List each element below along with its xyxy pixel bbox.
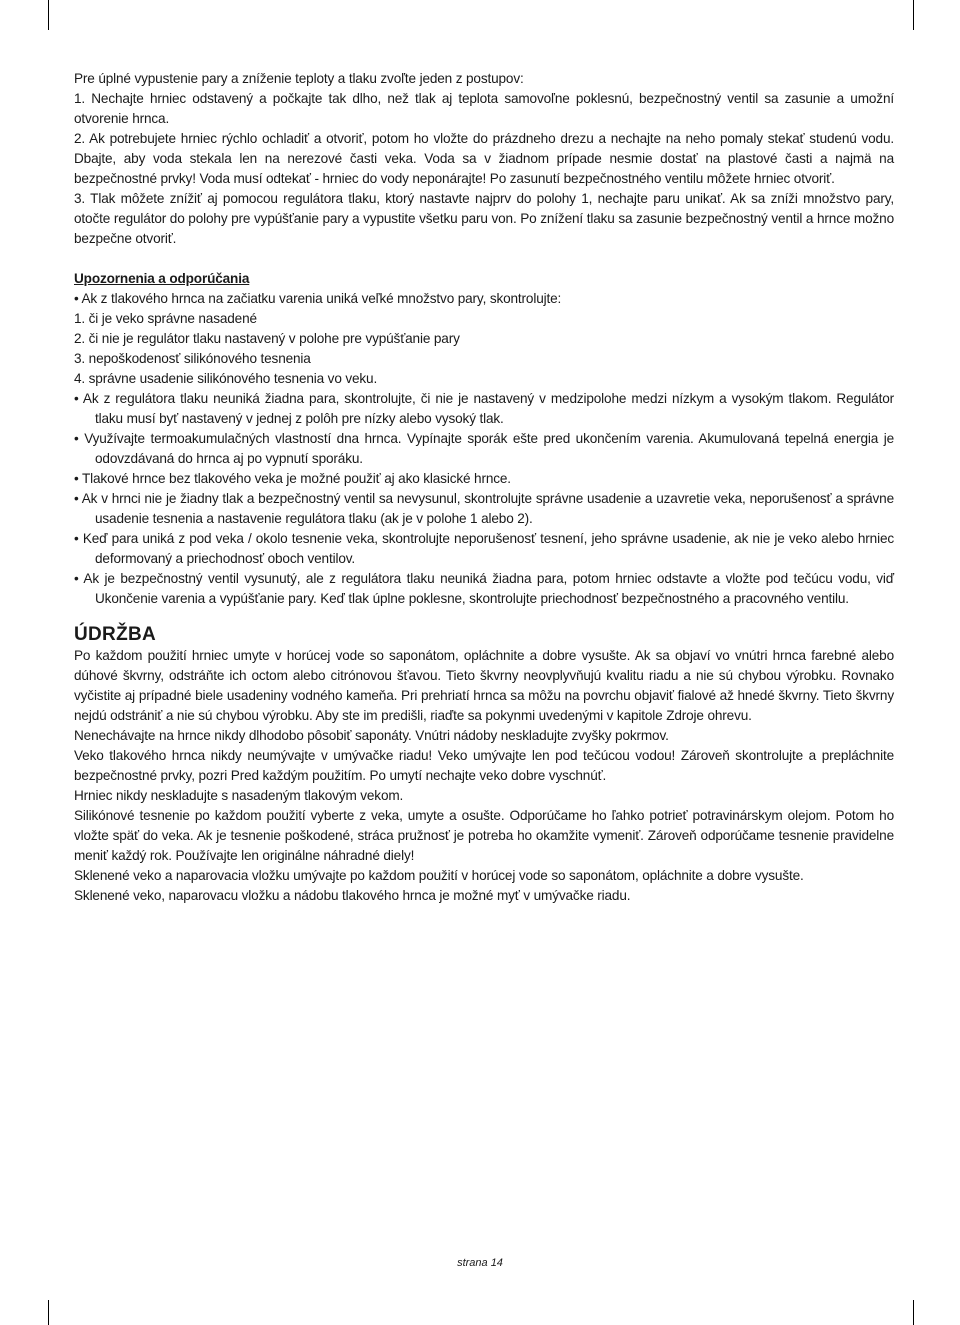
maintenance-paragraph: Veko tlakového hrnca nikdy neumývajte v umývačke riadu! Veko umývajte len pod tečúcou vodou! Zároveň skontrolujte a prepláchnite bezpečnostné prvky, pozri Pred každým použitím. Po umytí nechajte veko dobre vyschnúť.	[74, 748, 894, 783]
maintenance-paragraph: Silikónové tesnenie po každom použití vyberte z veka, umyte a osušte. Odporúčame ho ľahko potrieť potravinárskym olejom. Potom ho vložte späť do veka. Ak je tesnenie poškodené, stráca pružnosť je potreba ho okamžite vymeniť. Zároveň odporúčame tesnenie pravidelne meniť každý rok. Používajte len originálne náhradné diely!	[74, 808, 894, 863]
crop-mark-top-right	[913, 0, 914, 30]
warning-bullet: • Tlakové hrnce bez tlakového veka je možné použiť aj ako klasické hrnce.	[74, 471, 511, 486]
check-item: 3. nepoškodenosť silikónového tesnenia	[74, 351, 311, 366]
maintenance-paragraph: Po každom použití hrniec umyte v horúcej vode so saponátom, opláchnite a dobre vysušte. Ak sa objaví vo vnútri hrnca farebné alebo dúhové škvrny, odstráňte ich octom alebo citrónovou šťavou. Tieto škvrny neovplyvňujú kvalitu riadu a nie sú chybou výrobku. Rovnako vyčistite aj prípadné biele usadeniny vodného kameňa. Pri prehriatí hrnca sa môžu na povrchu objaviť fialové až hnedé škvrny. Tieto škvrny nejdú odstrániť a nie sú chybou výrobku. Aby ste im predišli, riaďte sa pokynmi uvedenými v kapitole Zdroje ohrevu.	[74, 648, 894, 723]
warning-bullet: • Ak z regulátora tlaku neuniká žiadna para, skontrolujte, či nie je nastavený v medzipolohe medzi nízkym a vysokým tlakom. Regulátor tlaku musí byť nastavený v jednej z polôh pre nízky alebo vysoký tlak.	[74, 391, 894, 426]
maintenance-paragraph: Nenechávajte na hrnce nikdy dlhodobo pôsobiť saponáty. Vnútri nádoby neskladujte zvyšky pokrmov.	[74, 728, 669, 743]
crop-mark-top-left	[48, 0, 49, 30]
page-number: strana 14	[457, 1257, 503, 1269]
warning-bullet: • Keď para uniká z pod veka / okolo tesnenie veka, skontrolujte neporušenosť tesnení, jeho správne usadenie, ak nie je veko alebo hrniec deformovaný a priechodnosť oboch ventilov.	[74, 531, 894, 566]
check-list	[74, 309, 894, 389]
check-item: 2. či nie je regulátor tlaku nastavený v polohe pre vypúšťanie pary	[74, 331, 460, 346]
crop-mark-bottom-left	[48, 1300, 49, 1325]
step-item: 2. Ak potrebujete hrniec rýchlo ochladiť a otvoriť, potom ho vložte do prázdneho drezu a nechajte na neho pomaly stekať studenú vodu. Dbajte, aby voda stekala len na nerezové časti veka. Voda sa v žiadnom prípade nesmie dostať na plastové časti a najmä na bezpečnostné prvky! Voda musí odtekať - hrniec do vody neponárajte! Po zasunutí bezpečnostného ventilu môžete hrniec otvoriť.	[74, 131, 894, 186]
warning-bullet: • Využívajte termoakumulačných vlastností dna hrnca. Vypínajte sporák ešte pred ukončením varenia. Akumulovaná tepelná energia je odovzdávaná do hrnca aj po vypnutí sporáku.	[74, 431, 894, 466]
warning-bullet: • Ak je bezpečnostný ventil vysunutý, ale z regulátora tlaku neuniká žiadna para, potom hrniec odstavte a vložte pod tečúcu vodu, viď Ukončenie varenia a vypúšťanie pary. Keď tlak úplne poklesne, skontrolujte priechodnosť bezpečnostného a pracovného ventilu.	[74, 571, 894, 606]
check-item: 1. či je veko správne nasadené	[74, 311, 257, 326]
warning-bullet: • Ak z tlakového hrnca na začiatku varenia uniká veľké množstvo pary, skontrolujte:	[74, 291, 562, 306]
step-item: 1. Nechajte hrniec odstavený a počkajte tak dlho, než tlak aj teplota samovoľne poklesnú, bezpečnostný ventil sa zasunie a umožní otvorenie hrnca.	[74, 91, 894, 126]
warnings-title: Upozornenia a odporúčania	[74, 271, 250, 286]
crop-mark-bottom-right	[913, 1300, 914, 1325]
page-content	[74, 69, 894, 906]
maintenance-text	[74, 646, 894, 906]
pressure-release-steps	[74, 89, 894, 249]
maintenance-title: ÚDRŽBA	[74, 624, 157, 645]
step-item: 3. Tlak môžete znížiť aj pomocou regulátora tlaku, ktorý nastavte najprv do polohy 1, nechajte paru unikať. Ak sa zníži množstvo pary, otočte regulátor do polohy pre vypúšťanie pary a vypustite všetku paru von. Po znížení tlaku sa zasunie bezpečnostný ventil a hrnce možno bezpečne otvoriť.	[74, 191, 894, 246]
warning-bullets	[74, 389, 894, 609]
check-item: 4. správne usadenie silikónového tesnenia vo veku.	[74, 371, 378, 386]
intro-text: Pre úplné vypustenie pary a zníženie teploty a tlaku zvoľte jeden z postupov:	[74, 71, 524, 86]
warning-bullet: • Ak v hrnci nie je žiadny tlak a bezpečnostný ventil sa nevysunul, skontrolujte správne usadenie a uzavretie veka, neporušenosť a správne usadenie tesnenia a nastavenie regulátora tlaku (ak je v polohe 1 alebo 2).	[74, 491, 894, 526]
maintenance-paragraph: Sklenené veko, naparovacu vložku a nádobu tlakového hrnca je možné myť v umývačke riadu.	[74, 888, 631, 903]
maintenance-paragraph: Sklenené veko a naparovacia vložku umývajte po každom použití v horúcej vode so saponátom, opláchnite a dobre vysušte.	[74, 868, 804, 883]
maintenance-paragraph: Hrniec nikdy neskladujte s nasadeným tlakovým vekom.	[74, 788, 404, 803]
